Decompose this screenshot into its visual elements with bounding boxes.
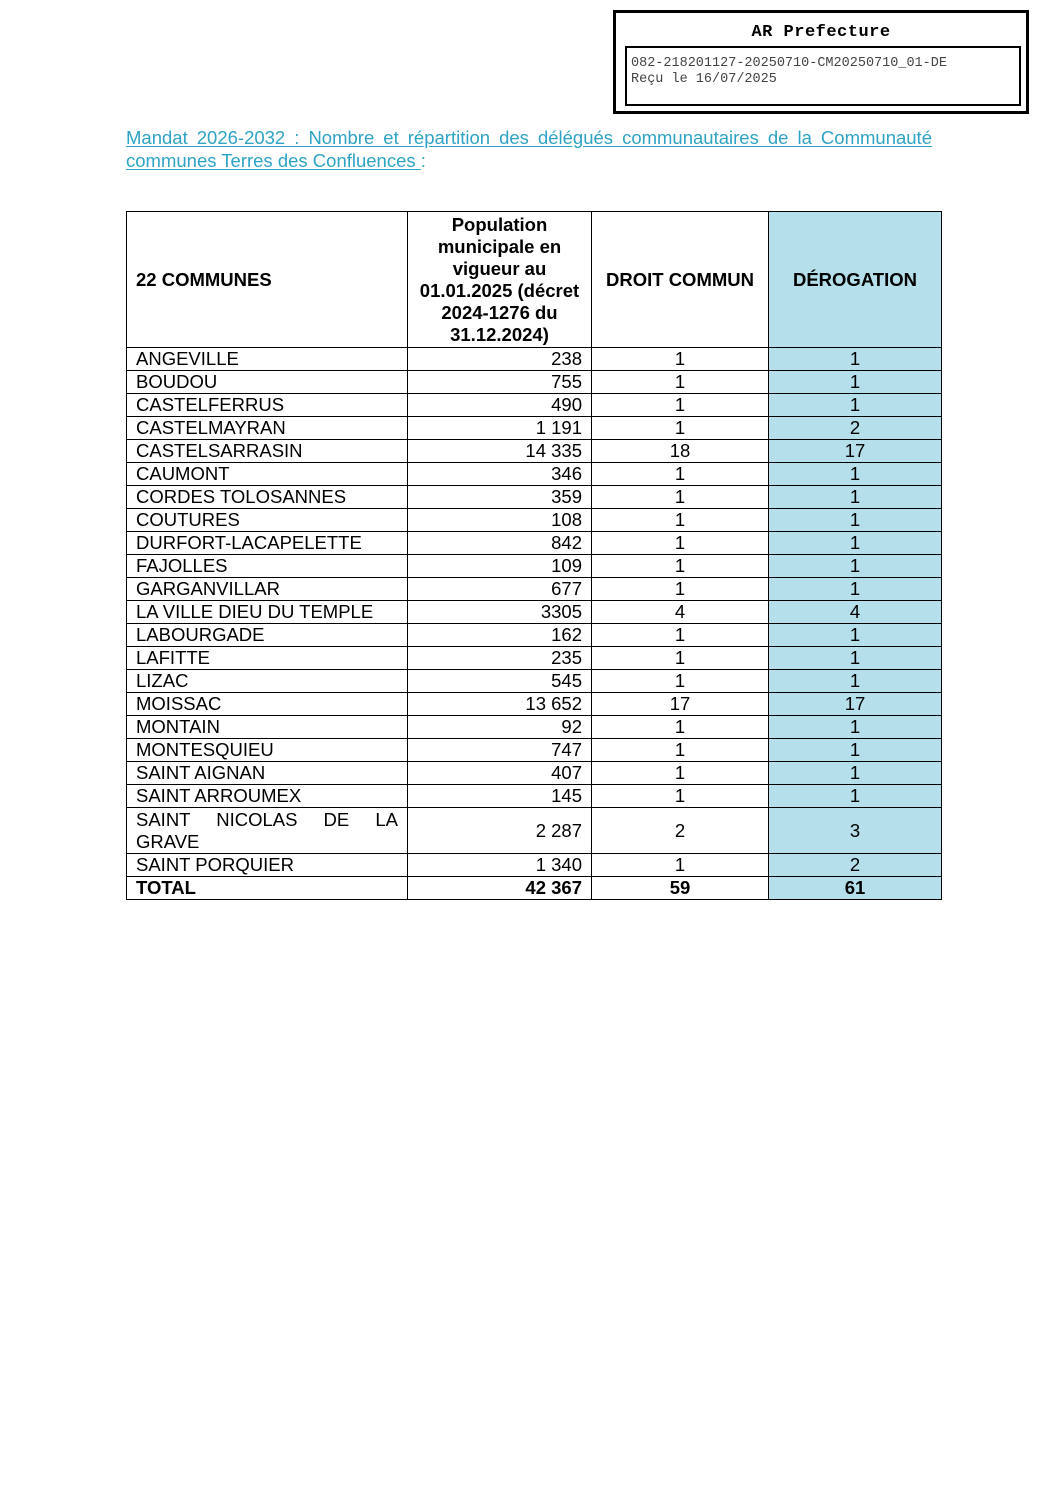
commune-name: CASTELSARRASIN (127, 440, 408, 463)
table-row (127, 578, 942, 601)
derogation-value: 1 (769, 463, 942, 486)
total-population: 42 367 (408, 877, 592, 900)
delegates-table (126, 211, 942, 900)
commune-name: SAINT ARROUMEX (127, 785, 408, 808)
commune-name: MOISSAC (127, 693, 408, 716)
table-row (127, 463, 942, 486)
derogation-value: 1 (769, 762, 942, 785)
derogation-value: 1 (769, 348, 942, 371)
droit-commun-value: 1 (592, 394, 769, 417)
commune-name: LA VILLE DIEU DU TEMPLE (127, 601, 408, 624)
total-droit-commun: 59 (592, 877, 769, 900)
population-value: 3305 (408, 601, 592, 624)
droit-commun-value: 1 (592, 785, 769, 808)
commune-name: LAFITTE (127, 647, 408, 670)
commune-name: COUTURES (127, 509, 408, 532)
commune-name: SAINT NICOLAS DE LA GRAVE (127, 808, 408, 854)
population-value: 162 (408, 624, 592, 647)
droit-commun-value: 1 (592, 371, 769, 394)
commune-name: SAINT PORQUIER (127, 854, 408, 877)
commune-name: BOUDOU (127, 371, 408, 394)
droit-commun-value: 1 (592, 624, 769, 647)
table-row (127, 762, 942, 785)
population-value: 747 (408, 739, 592, 762)
population-value: 145 (408, 785, 592, 808)
header-derogation: DÉROGATION (769, 212, 942, 348)
derogation-value: 2 (769, 854, 942, 877)
heading-text: Mandat 2026-2032 : Nombre et répartition des délégués communautaires de la Communauté communes Terres des Confluences (126, 127, 932, 171)
total-derogation: 61 (769, 877, 942, 900)
derogation-value: 1 (769, 578, 942, 601)
commune-name: CAUMONT (127, 463, 408, 486)
population-value: 13 652 (408, 693, 592, 716)
droit-commun-value: 1 (592, 532, 769, 555)
population-value: 359 (408, 486, 592, 509)
droit-commun-value: 18 (592, 440, 769, 463)
header-population: Population municipale en vigueur au 01.01.2025 (décret 2024-1276 du 31.12.2024) (408, 212, 592, 348)
droit-commun-value: 1 (592, 716, 769, 739)
population-value: 108 (408, 509, 592, 532)
population-value: 755 (408, 371, 592, 394)
derogation-value: 1 (769, 555, 942, 578)
table-row (127, 440, 942, 463)
table-row (127, 624, 942, 647)
derogation-value: 1 (769, 647, 942, 670)
droit-commun-value: 1 (592, 670, 769, 693)
commune-name: CASTELFERRUS (127, 394, 408, 417)
population-value: 92 (408, 716, 592, 739)
droit-commun-value: 1 (592, 854, 769, 877)
droit-commun-value: 1 (592, 463, 769, 486)
derogation-value: 1 (769, 624, 942, 647)
derogation-value: 2 (769, 417, 942, 440)
droit-commun-value: 2 (592, 808, 769, 854)
droit-commun-value: 1 (592, 578, 769, 601)
table-row (127, 394, 942, 417)
droit-commun-value: 1 (592, 486, 769, 509)
droit-commun-value: 4 (592, 601, 769, 624)
table-row (127, 532, 942, 555)
derogation-value: 4 (769, 601, 942, 624)
table-row (127, 716, 942, 739)
droit-commun-value: 1 (592, 739, 769, 762)
derogation-value: 17 (769, 693, 942, 716)
derogation-value: 17 (769, 440, 942, 463)
commune-name: CASTELMAYRAN (127, 417, 408, 440)
table-row (127, 601, 942, 624)
droit-commun-value: 1 (592, 509, 769, 532)
commune-name: SAINT AIGNAN (127, 762, 408, 785)
commune-name: LIZAC (127, 670, 408, 693)
derogation-value: 1 (769, 486, 942, 509)
commune-name: DURFORT-LACAPELETTE (127, 532, 408, 555)
table-row (127, 417, 942, 440)
document-heading (126, 126, 932, 172)
total-label: TOTAL (127, 877, 408, 900)
derogation-value: 1 (769, 670, 942, 693)
heading-colon: : (420, 150, 426, 171)
table-header-row (127, 212, 942, 348)
population-value: 490 (408, 394, 592, 417)
total-row (127, 877, 942, 900)
derogation-value: 1 (769, 394, 942, 417)
table-row (127, 647, 942, 670)
population-value: 1 191 (408, 417, 592, 440)
derogation-value: 1 (769, 371, 942, 394)
population-value: 14 335 (408, 440, 592, 463)
population-value: 109 (408, 555, 592, 578)
droit-commun-value: 17 (592, 693, 769, 716)
table-row (127, 509, 942, 532)
population-value: 1 340 (408, 854, 592, 877)
derogation-value: 1 (769, 716, 942, 739)
table-row (127, 808, 942, 854)
commune-name: MONTAIN (127, 716, 408, 739)
commune-name: GARGANVILLAR (127, 578, 408, 601)
header-communes: 22 COMMUNES (127, 212, 408, 348)
population-value: 677 (408, 578, 592, 601)
stamp-received-date: Reçu le 16/07/2025 (631, 72, 777, 87)
commune-name: CORDES TOLOSANNES (127, 486, 408, 509)
population-value: 235 (408, 647, 592, 670)
table-row (127, 348, 942, 371)
population-value: 346 (408, 463, 592, 486)
table-row (127, 371, 942, 394)
population-value: 407 (408, 762, 592, 785)
header-droit-commun: DROIT COMMUN (592, 212, 769, 348)
table-row (127, 785, 942, 808)
derogation-value: 3 (769, 808, 942, 854)
derogation-value: 1 (769, 739, 942, 762)
droit-commun-value: 1 (592, 348, 769, 371)
stamp-reference-box (625, 46, 1021, 106)
derogation-value: 1 (769, 785, 942, 808)
population-value: 2 287 (408, 808, 592, 854)
population-value: 238 (408, 348, 592, 371)
table-row (127, 555, 942, 578)
population-value: 545 (408, 670, 592, 693)
table-row (127, 693, 942, 716)
droit-commun-value: 1 (592, 762, 769, 785)
table-row (127, 854, 942, 877)
prefecture-stamp (613, 10, 1029, 114)
droit-commun-value: 1 (592, 417, 769, 440)
derogation-value: 1 (769, 509, 942, 532)
droit-commun-value: 1 (592, 555, 769, 578)
commune-name: FAJOLLES (127, 555, 408, 578)
commune-name: ANGEVILLE (127, 348, 408, 371)
population-value: 842 (408, 532, 592, 555)
commune-name: LABOURGADE (127, 624, 408, 647)
stamp-reference-id: 082-218201127-20250710-CM20250710_01-DE (631, 56, 947, 71)
stamp-title: AR Prefecture (751, 23, 891, 42)
table-row (127, 486, 942, 509)
commune-name: MONTESQUIEU (127, 739, 408, 762)
table-row (127, 670, 942, 693)
table-row (127, 739, 942, 762)
derogation-value: 1 (769, 532, 942, 555)
droit-commun-value: 1 (592, 647, 769, 670)
